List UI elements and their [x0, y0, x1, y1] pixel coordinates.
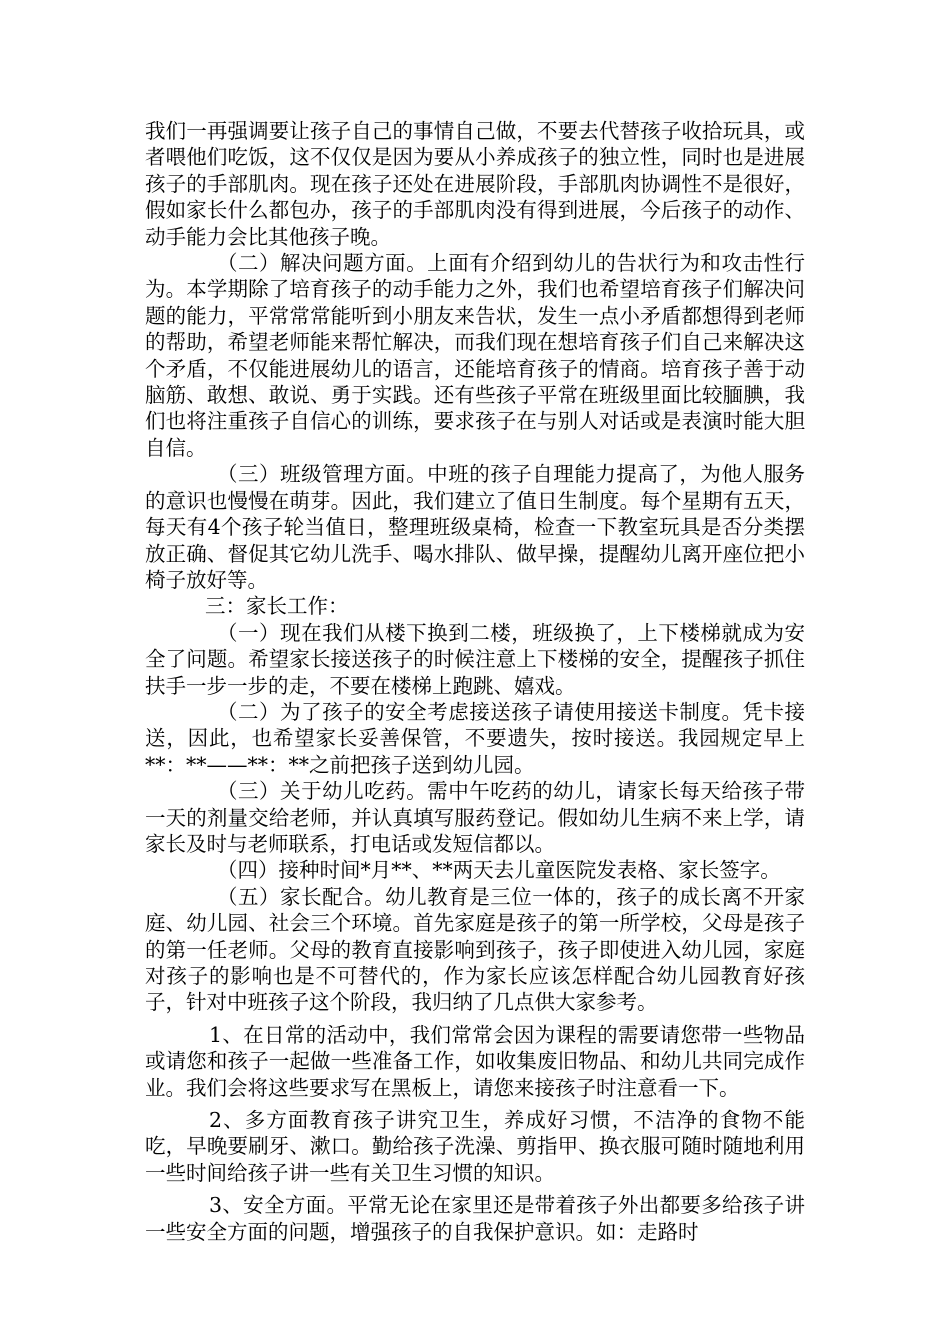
- section-heading-parent-work: 三：家长工作：: [205, 594, 349, 619]
- paragraph-parent-cooperation: （五）家长配合。幼儿教育是三位一体的，孩子的成长离不开家庭、幼儿园、社会三个环境。首先家庭是孩子的第一所学校，父母是孩子的第一任老师。父母的教育直接影响到孩子，孩子即使进入幼儿园，家庭对孩子的影响也是不可替代的，作为家长应该怎样配合幼儿园教育好孩子，针对中班孩子这个阶段，我归纳了几点供大家参考。: [145, 884, 805, 1015]
- paragraph-pickup-card: （二）为了孩子的安全考虑接送孩子请使用接送卡制度。凭卡接送，因此，也希望家长妥善保管，不要遗失，按时接送。我园规定早上**：**——**：**之前把孩子送到幼儿园。: [145, 699, 805, 777]
- document-body: [145, 118, 805, 1245]
- list-item-safety: 3、安全方面。平常无论在家里还是带着孩子外出都要多给孩子讲一些安全方面的问题，增强孩子的自我保护意识。如：走路时: [145, 1193, 805, 1244]
- paragraph-hand-muscles: 我们一再强调要让孩子自己的事情自己做，不要去代替孩子收拾玩具，或者喂他们吃饭，这不仅仅是因为要从小养成孩子的独立性，同时也是进展孩子的手部肌肉。现在孩子还处在进展阶段，手部肌肉协调性不是很好，假如家长什么都包办，孩子的手部肌肉没有得到进展，今后孩子的动作、动手能力会比其他孩子晚。: [145, 119, 805, 249]
- list-item-hygiene: 2、多方面教育孩子讲究卫生，养成好习惯，不洁净的食物不能吃，早晚要刷牙、漱口。勤给孩子洗澡、剪指甲、换衣服可随时随地利用一些时间给孩子讲一些有关卫生习惯的知识。: [145, 1108, 805, 1185]
- paragraph-medicine: （三）关于幼儿吃药。需中午吃药的幼儿，请家长每天给孩子带一天的剂量交给老师，并认真填写服药登记。假如幼儿生病不来上学，请家长及时与老师联系，打电话或发短信都以。: [145, 779, 805, 856]
- list-item-daily-activities: 1、在日常的活动中，我们常常会因为课程的需要请您带一些物品或请您和孩子一起做一些准备工作，如收集废旧物品、和幼儿共同完成作业。我们会将这些要求写在黑板上，请您来接孩子时注意看一下。: [145, 1022, 805, 1100]
- paragraph-vaccination: （四）接种时间*月**、**两天去儿童医院发表格、家长签字。: [217, 858, 781, 883]
- paragraph-stairs-safety: （一）现在我们从楼下换到二楼，班级换了，上下楼梯就成为安全了问题。希望家长接送孩子的时候注意上下楼梯的安全，提醒孩子抓住扶手一步一步的走，不要在楼梯上跑跳、嬉戏。: [145, 620, 805, 698]
- paragraph-class-management: （三）班级管理方面。中班的孩子自理能力提高了，为他人服务的意识也慢慢在萌芽。因此，我们建立了值日生制度。每个星期有五天，每天有4个孩子轮当值日，整理班级桌椅，检查一下教室玩具是否分类摆放正确、督促其它幼儿洗手、喝水排队、做早操，提醒幼儿离开座位把小椅子放好等。: [145, 462, 805, 592]
- paragraph-problem-solving: （二）解决问题方面。上面有介绍到幼儿的告状行为和攻击性行为。本学期除了培育孩子的动手能力之外，我们也希望培育孩子们解决问题的能力，平常常常能听到小朋友来告状，发生一点小矛盾都想得到老师的帮助，希望老师能来帮忙解决，而我们现在想培育孩子们自己来解决这个矛盾，不仅能进展幼儿的语言，还能培育孩子的情商。培育孩子善于动脑筋、敢想、敢说、勇于实践。还有些孩子平常在班级里面比较腼腆，我们也将注重孩子自信心的训练，要求孩子在与别人对话或是表演时能大胆自信。: [145, 251, 805, 460]
